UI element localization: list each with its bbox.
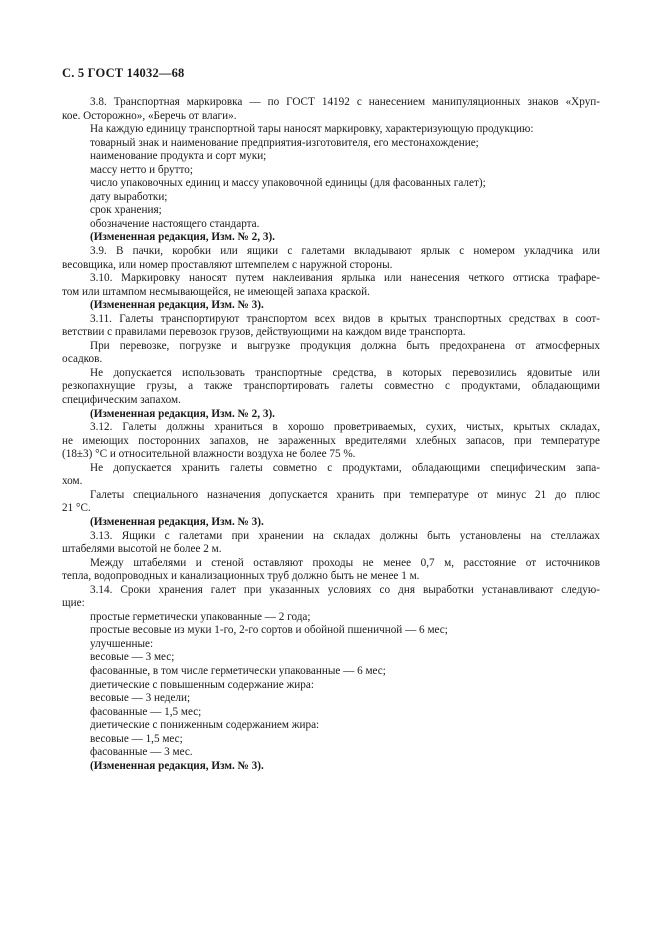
text-line: 3.9. В пачки, коробки или ящики с галетами вкладывают ярлык с номером укладчика или (90, 245, 600, 258)
text-line: срок хранения; (90, 204, 162, 217)
text-line: ветствии с правилами перевозок грузов, действующими на каждом виде транспорта. (62, 326, 466, 339)
text-line: 3.14. Сроки хранения галет при указанных условиях со дня выработки устанавливают следую- (90, 583, 600, 596)
revision-note-line: (Измененная редакция, Изм. № 2, 3). (90, 231, 275, 244)
text-line: весовые — 1,5 мес; (90, 732, 183, 745)
text-line: диетические с повышенным содержание жира: (90, 678, 314, 691)
text-line: фасованные, в том числе герметически упакованные — 6 мес; (90, 664, 386, 677)
text-line: том или штампом несмывающейся, не имеющей запаха краской. (62, 285, 370, 298)
text-line: штабелями высотой не более 2 м. (62, 543, 222, 556)
text-line: При перевозке, погрузке и выгрузке продукция должна быть предохранена от атмосферных (90, 339, 600, 352)
text-line: Между штабелями и стеной оставляют проходы не менее 0,7 м, расстояние от источников (90, 556, 600, 569)
text-line: массу нетто и брутто; (90, 163, 193, 176)
text-line: щие: (62, 597, 85, 610)
text-line: диетические с пониженным содержанием жира: (90, 719, 320, 732)
text-line: дату выработки; (90, 190, 168, 203)
revision-note-line: (Измененная редакция, Изм. № 3). (90, 515, 264, 528)
text-line: Галеты специального назначения допускается хранить при температуре от минус 21 до плюс (90, 488, 600, 501)
text-line: товарный знак и наименование предприятия-изготовителя, его местонахождение; (90, 136, 479, 149)
page-header: С. 5 ГОСТ 14032—68 (62, 66, 185, 80)
text-line: 3.8. Транспортная маркировка — по ГОСТ 14192 с нанесением манипуляционных знаков «Хруп- (90, 96, 600, 108)
text-line: 3.13. Ящики с галетами при хранении на складах должны быть установлены на стеллажах (90, 529, 600, 542)
text-line: тепла, водопроводных и канализационных труб должно быть не менее 1 м. (62, 570, 420, 583)
text-line: (18±3) °С и относительной влажности воздуха не более 75 %. (62, 448, 356, 461)
text-line: не имеющих посторонних запахов, не зараженных вредителями хлебных запасов, при температуре (62, 434, 600, 447)
text-line: весовые — 3 мес; (90, 651, 175, 664)
text-line: весовщика, или номер проставляют штемпелем с наружной стороны. (62, 258, 393, 271)
text-line: 3.10. Маркировку наносят путем наклеивания ярлыка или нанесения четкого оттиска трафаре- (90, 272, 600, 285)
text-line: Не допускается хранить галеты совметно с продуктами, обладающими специфическим запа- (90, 461, 600, 474)
revision-note-line: (Измененная редакция, Изм. № 3). (90, 299, 264, 312)
text-line: наименование продукта и сорт муки; (90, 150, 267, 163)
text-line: фасованные — 1,5 мес; (90, 705, 202, 718)
revision-note-line: (Измененная редакция, Изм. № 3). (90, 759, 264, 772)
text-line: На каждую единицу транспортной тары наносят маркировку, характеризующую продукцию: (90, 123, 534, 136)
text-line: кое. Осторожно», «Беречь от влаги». (62, 109, 237, 122)
text-line: улучшенные: (90, 637, 154, 650)
revision-note-line: (Измененная редакция, Изм. № 2, 3). (90, 407, 275, 420)
text-line: простые герметически упакованные — 2 года; (90, 610, 311, 623)
text-line: хом. (62, 475, 83, 488)
text-line: фасованные — 3 мес. (90, 746, 193, 759)
text-line: 3.12. Галеты должны храниться в хорошо проветриваемых, сухих, чистых, крытых складах, (90, 421, 600, 434)
text-line: 3.11. Галеты транспортируют транспортом всех видов в крытых транспортных средствах в соот- (90, 312, 600, 325)
text-line: простые весовые из муки 1-го, 2-го сортов и обойной пшеничной — 6 мес; (90, 624, 448, 637)
text-line: число упаковочных единиц и массу упаковочной единицы (для фасованных галет); (90, 177, 486, 190)
text-line: 21 °С. (62, 502, 91, 515)
text-line: весовые — 3 недели; (90, 692, 191, 705)
text-line: Не допускается использовать транспортные средства, в которых перевозились ядовитые или (90, 366, 600, 379)
text-line: обозначение настоящего стандарта. (90, 217, 260, 230)
text-line: резкопахнущие грузы, а также транспортировать галеты совместно с продуктами, обладающими (62, 380, 600, 393)
document-body (62, 96, 600, 773)
text-line: осадков. (62, 353, 103, 366)
text-line: специфическим запахом. (62, 394, 181, 407)
